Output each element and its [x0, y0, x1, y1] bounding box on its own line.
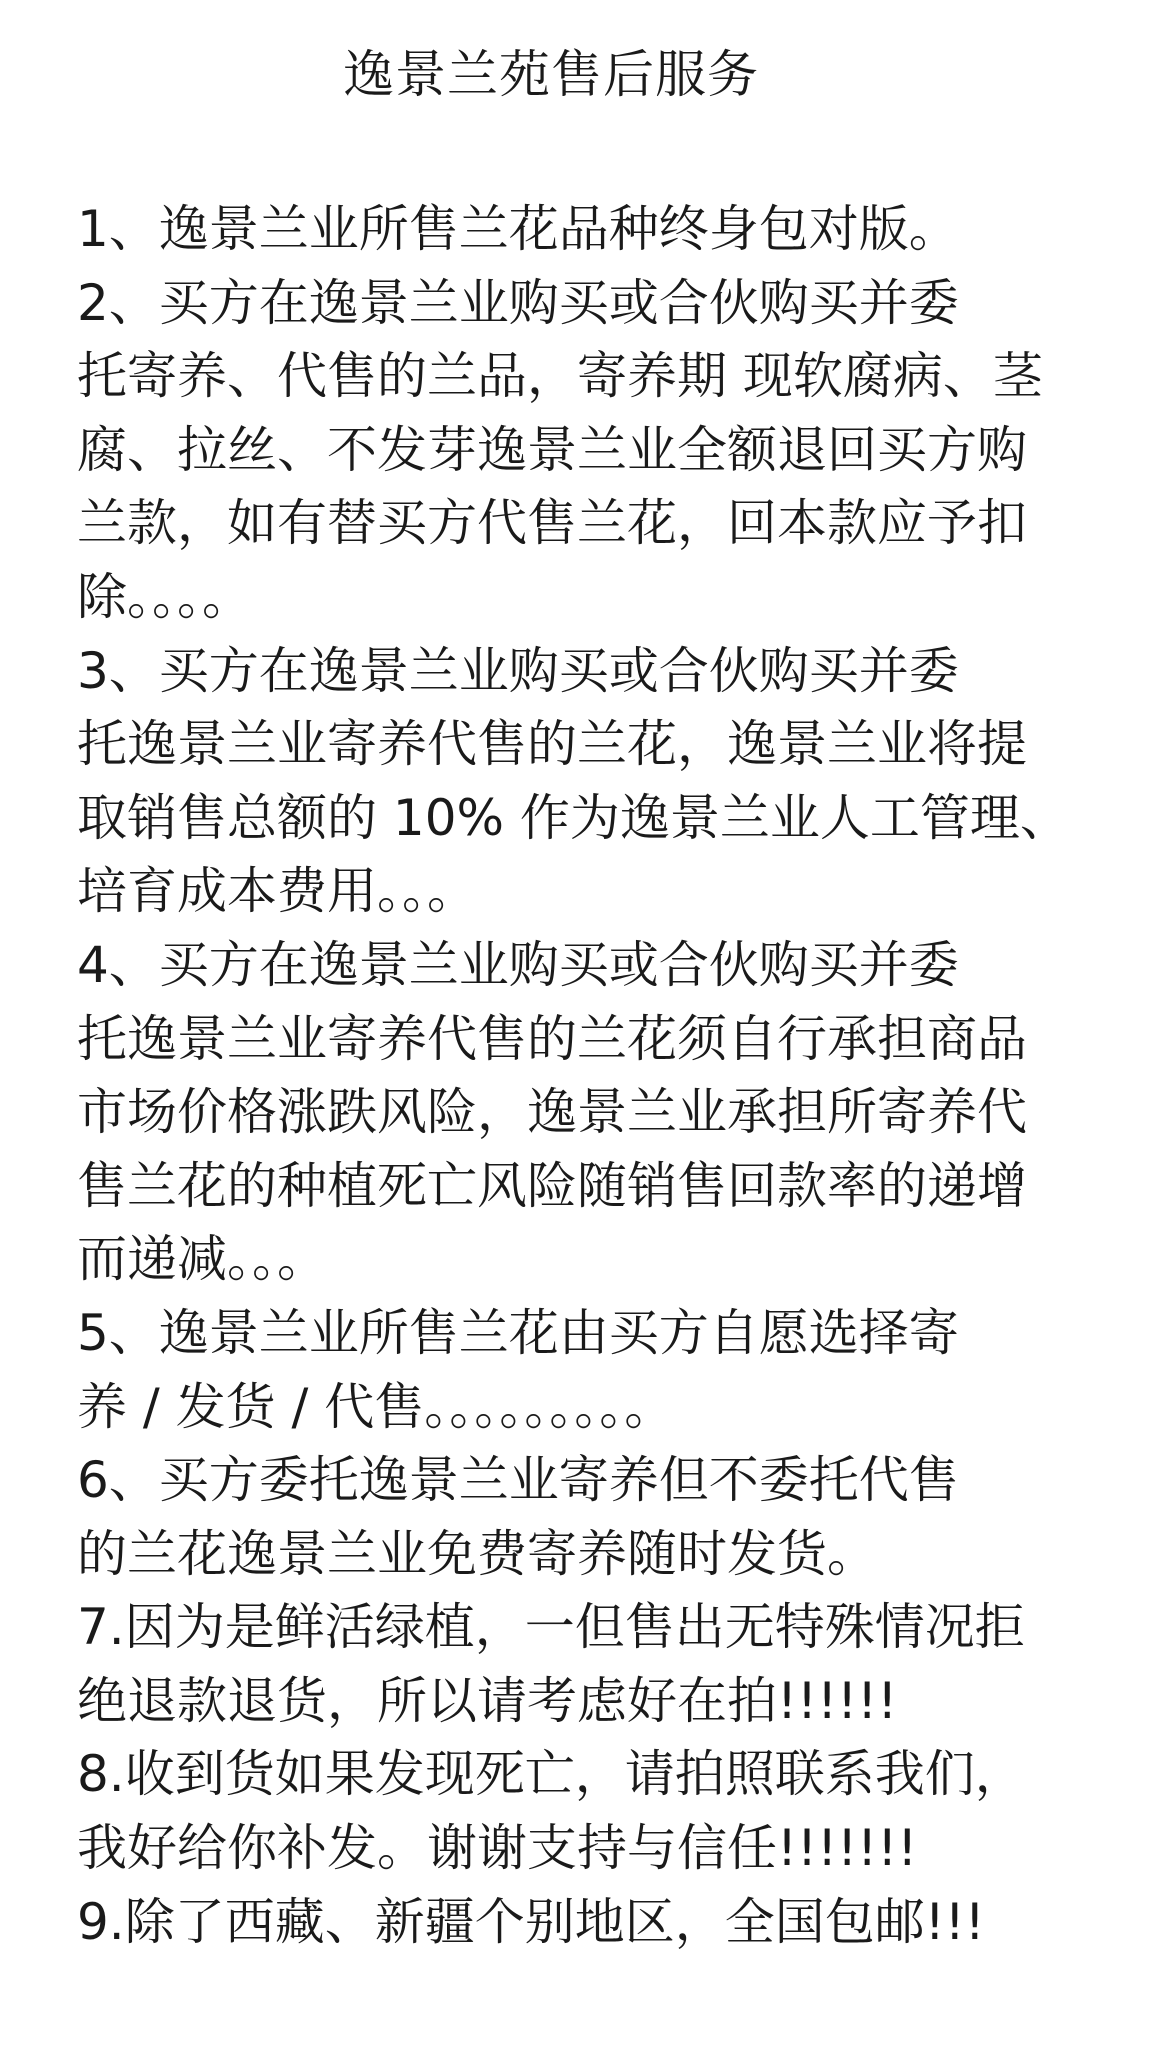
text-line: 6、买方委托逸景兰业寄养但不委托代售 — [77, 1451, 959, 1510]
text-line: 除。。。。 — [77, 567, 252, 626]
text-line: 市场价格涨跌风险，逸景兰业承担所寄养代 — [77, 1083, 1027, 1142]
text-line: 托寄养、代售的兰品，寄养期 现软腐病、茎 — [77, 347, 1043, 406]
text-line: 7.因为是鲜活绿植，一但售出无特殊情况拒 — [77, 1598, 1025, 1657]
text-line: 培育成本费用。。。 — [77, 862, 477, 921]
text-line: 托逸景兰业寄养代售的兰花须自行承担商品 — [77, 1009, 1027, 1068]
terms-text — [77, 193, 1157, 1959]
text-line: 9.除了西藏、新疆个别地区，全国包邮!!! — [77, 1892, 985, 1951]
page-title: 逸景兰苑售后服务 — [343, 46, 760, 105]
text-line: 绝退款退货，所以请考虑好在拍!!!!!! — [77, 1671, 898, 1730]
text-line: 5、逸景兰业所售兰花由买方自愿选择寄 — [77, 1303, 959, 1362]
text-line: 养 / 发货 / 代售。。。。。。。。。 — [77, 1377, 675, 1436]
text-line: 4、买方在逸景兰业购买或合伙购买并委 — [77, 935, 959, 994]
text-line: 腐、拉丝、不发芽逸景兰业全额退回买方购 — [77, 420, 1027, 479]
text-line: 托逸景兰业寄养代售的兰花，逸景兰业将提 — [77, 715, 1027, 774]
text-line: 我好给你补发。谢谢支持与信任!!!!!!! — [77, 1819, 918, 1878]
text-line: 兰款，如有替买方代售兰花，回本款应予扣 — [77, 494, 1027, 553]
text-line: 售兰花的种植死亡风险随销售回款率的递增 — [77, 1156, 1027, 1215]
text-line: 的兰花逸景兰业免费寄养随时发货。 — [77, 1524, 877, 1583]
text-line: 取销售总额的 10% 作为逸景兰业人工管理、 — [77, 788, 1070, 847]
text-line: 1、逸景兰业所售兰花品种终身包对版。 — [77, 200, 959, 258]
text-line: 3、买方在逸景兰业购买或合伙购买并委 — [77, 641, 959, 700]
text-line: 8.收到货如果发现死亡，请拍照联系我们， — [77, 1745, 1025, 1804]
text-line: 2、买方在逸景兰业购买或合伙购买并委 — [77, 273, 959, 332]
text-line: 而递减。。。 — [77, 1230, 327, 1289]
